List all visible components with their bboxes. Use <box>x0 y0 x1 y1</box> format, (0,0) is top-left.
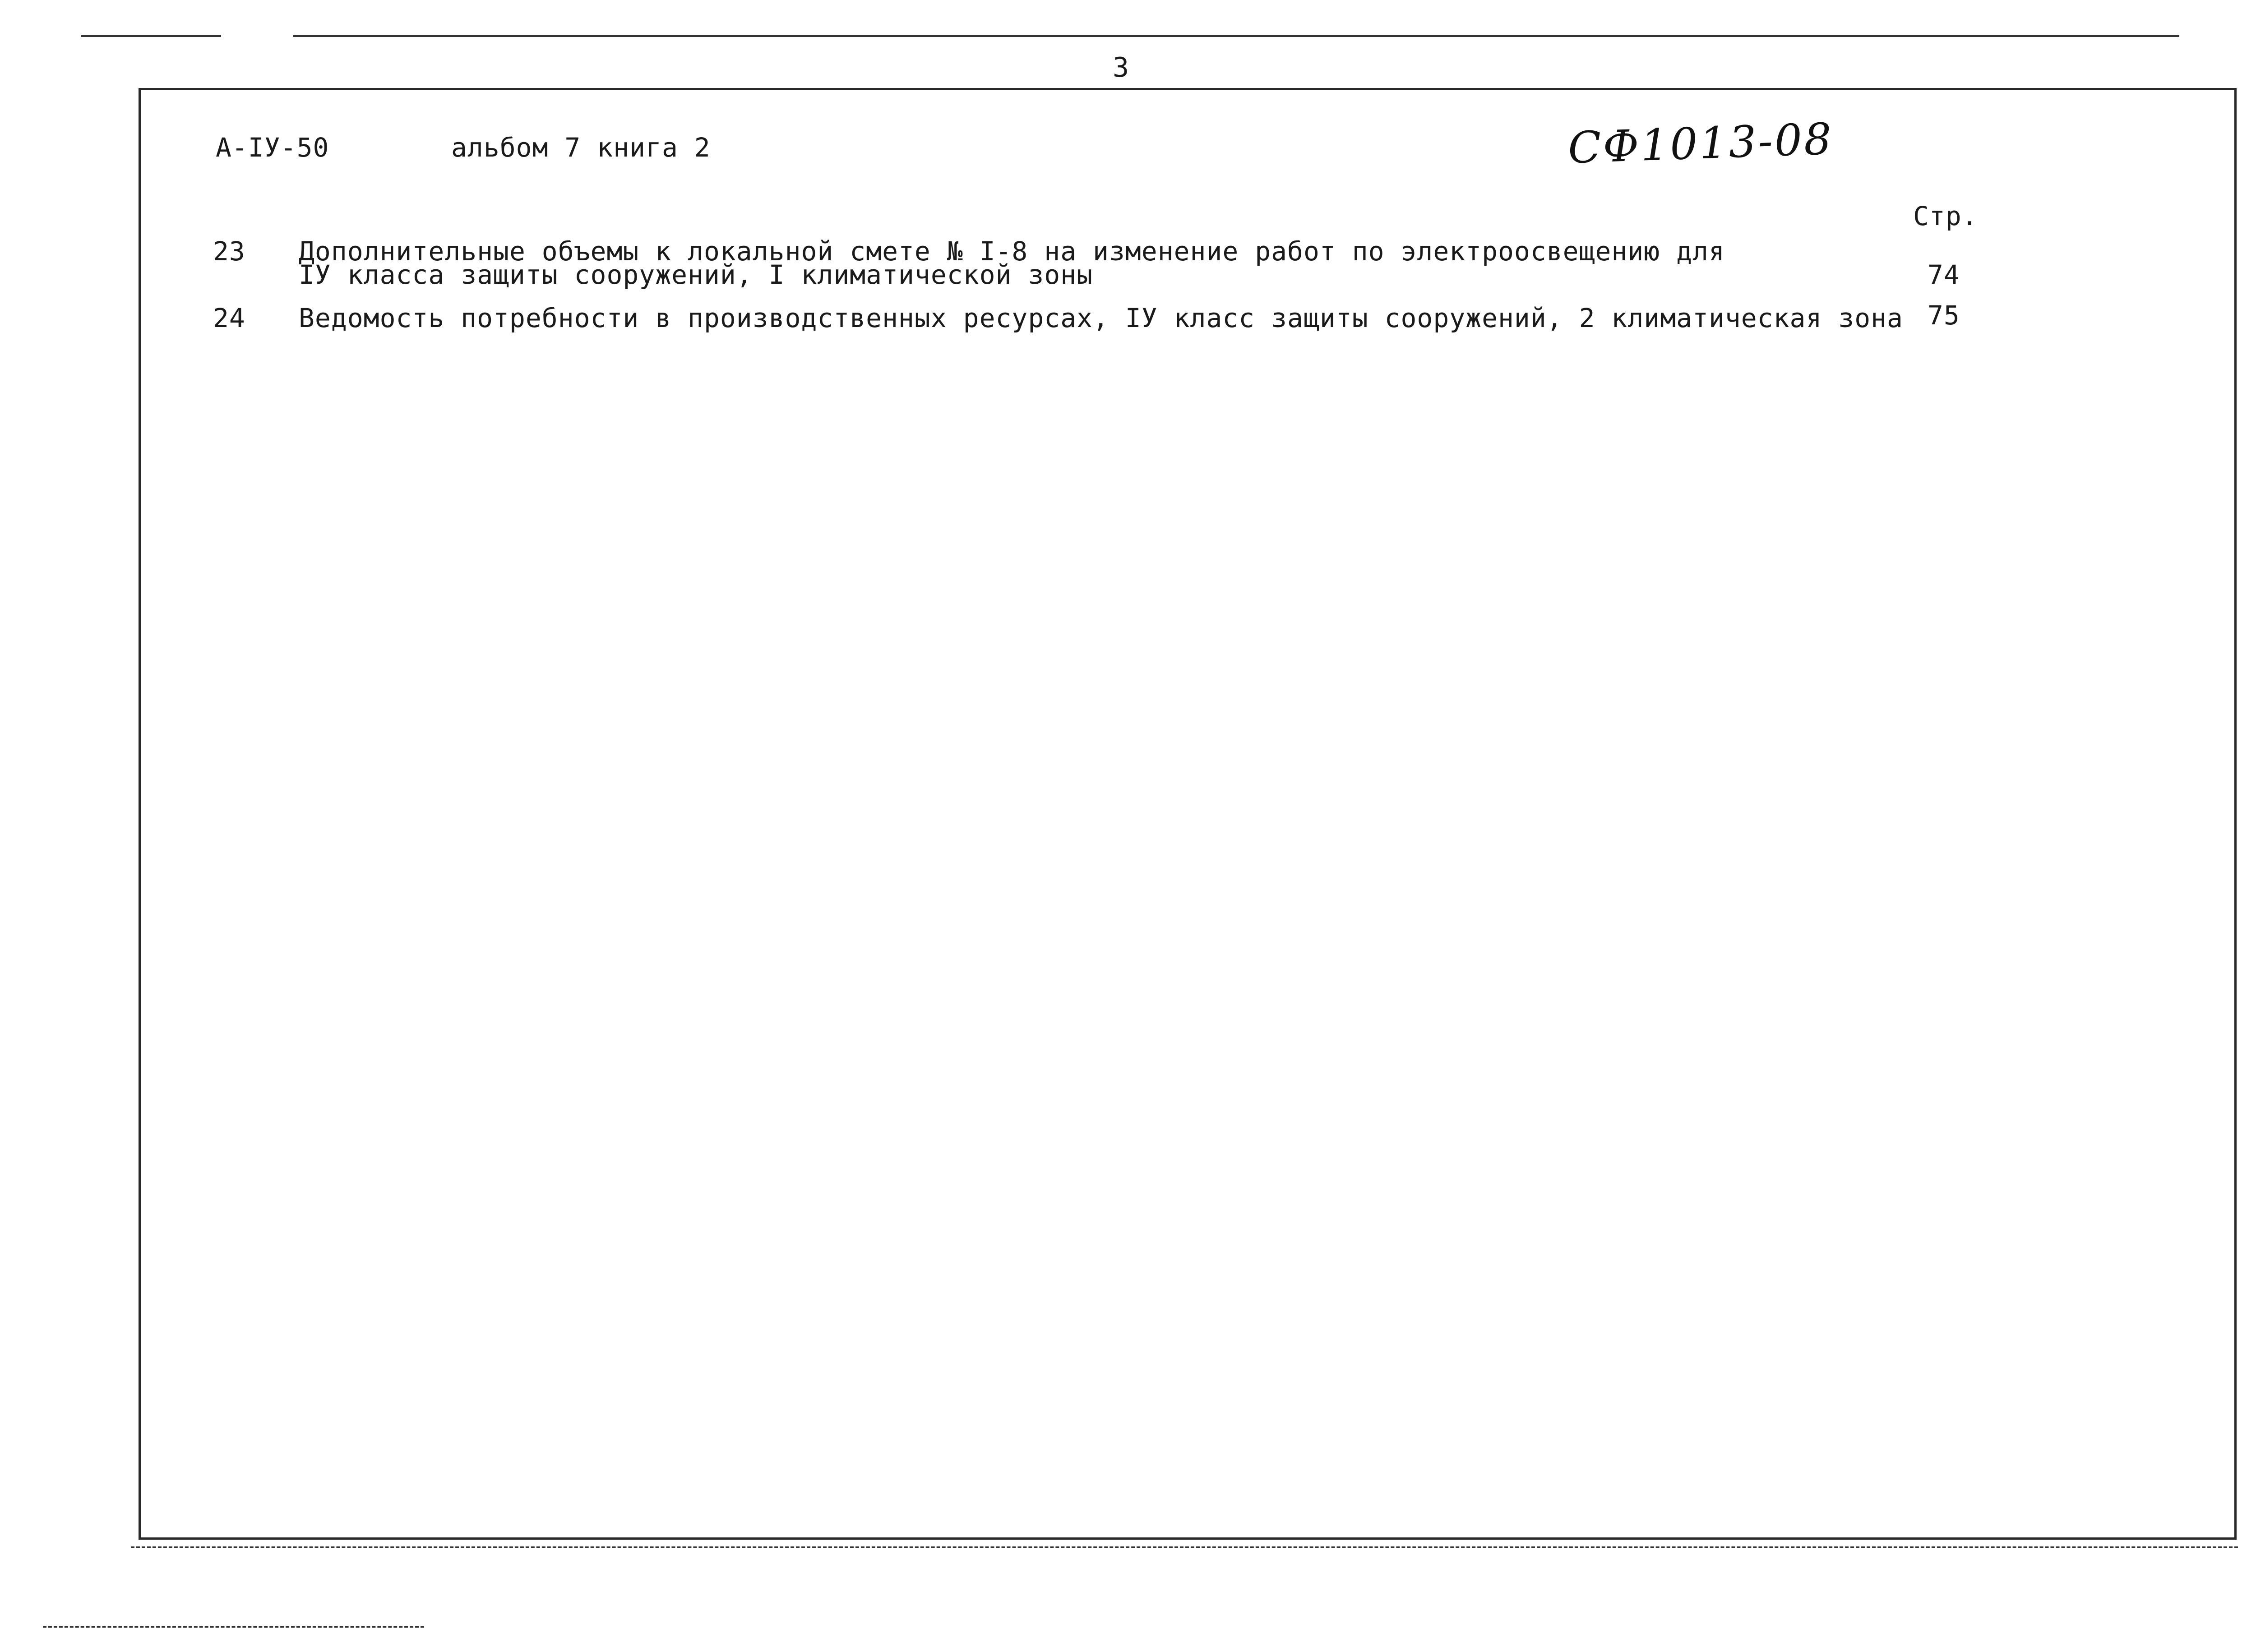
bottom-rule <box>131 1546 2238 1548</box>
entry-title-line: Ведомость потребности в производственных ресурсах, IУ класс защиты сооружений, 2 климатическая зона <box>299 303 1903 333</box>
page-column-header: Стр. <box>1913 201 1978 231</box>
album-label: альбом 7 книга 2 <box>451 132 711 163</box>
document-code: А-IУ-50 <box>216 132 329 163</box>
top-rule <box>293 35 2179 37</box>
top-rule-left <box>81 35 221 37</box>
handwritten-stamp: СФ1013-08 <box>1567 113 1834 174</box>
entry-title-line: Дополнительные объемы к локальной смете № I-8 на изменение работ по электроосвещению для <box>299 236 1725 267</box>
entry-page: 75 <box>1928 300 1960 331</box>
page-number: 3 <box>1113 52 1130 83</box>
entry-number: 23 <box>213 236 245 267</box>
entry-number: 24 <box>213 303 245 333</box>
entry-page: 74 <box>1928 259 1960 290</box>
entry-title-line: IУ класса защиты сооружений, I климатической зоны <box>299 259 1093 290</box>
footer-rule <box>43 1626 424 1628</box>
